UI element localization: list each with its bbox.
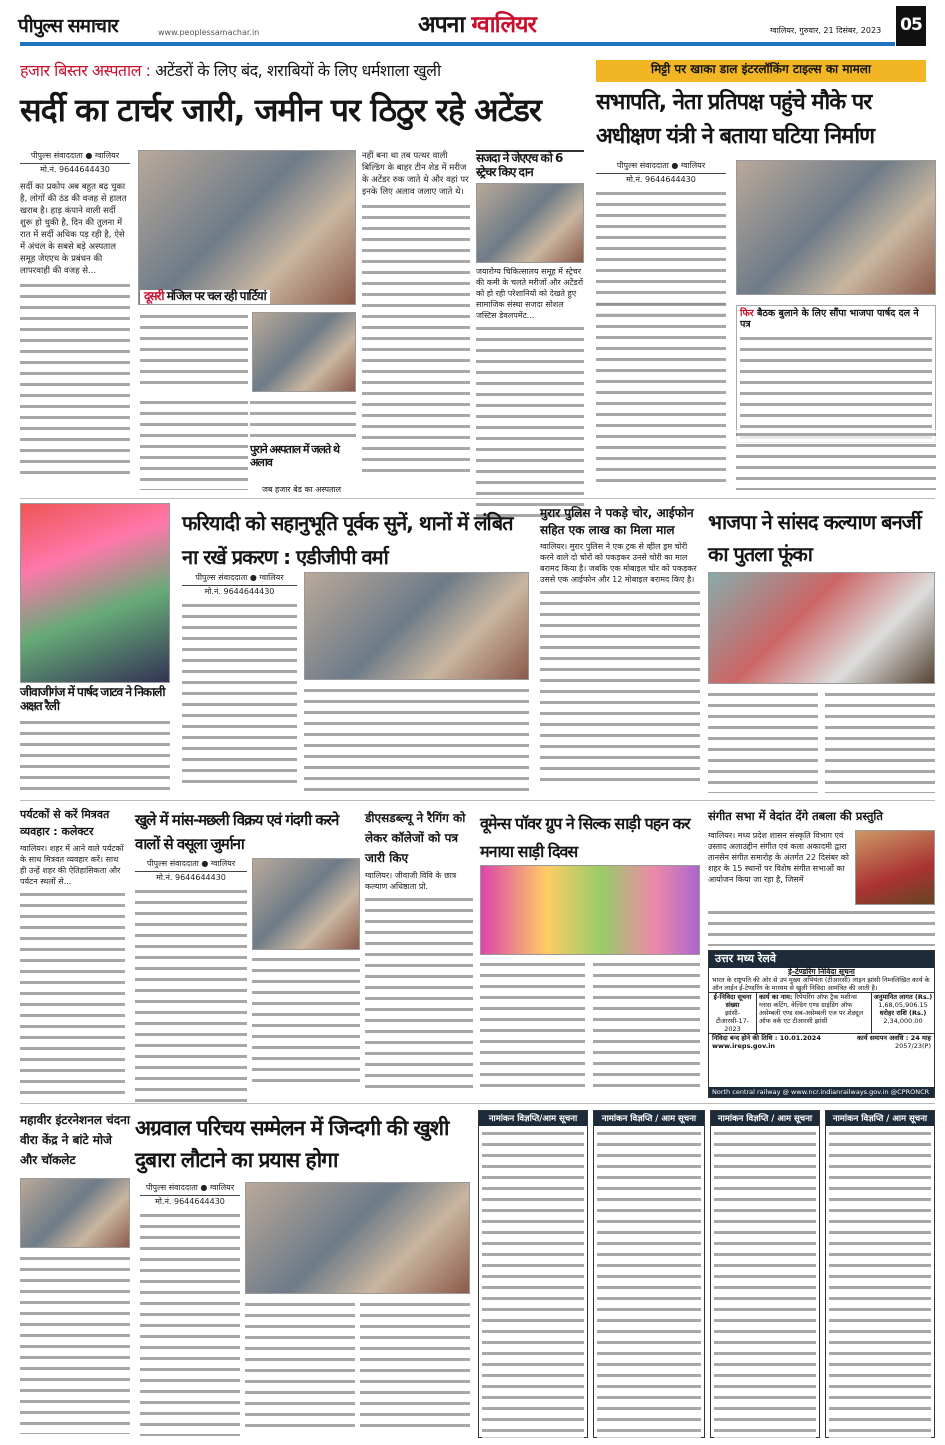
dsw-story: [365, 808, 473, 1090]
emd-head: धरोहर राशि (Rs.): [879, 1008, 927, 1017]
body-text: [708, 690, 818, 793]
tender-table: [709, 992, 934, 1034]
story1-headline: सर्दी का टार्चर जारी, जमीन पर ठिठुर रहे अटेंडर: [20, 91, 541, 129]
notice-title: नामांकन विज्ञप्ति / आम सूचना: [826, 1111, 934, 1126]
story2-photo: [736, 160, 936, 295]
body-text: [20, 890, 125, 1095]
body-text: [597, 1129, 701, 1439]
body-text: [252, 955, 360, 1090]
col2-head: कार्य का नाम:: [759, 992, 793, 1001]
music-headline: संगीत सभा में वेदांत देंगे तबला की प्रस्तुति: [708, 809, 883, 823]
caption-red: दूसरी: [144, 289, 164, 303]
rally-photo: [20, 503, 170, 683]
mobile: मो.नं. 9644644430: [204, 587, 275, 596]
story1-col3: [362, 150, 470, 472]
emd: 2,34,000.00: [883, 1016, 923, 1025]
body-text: [482, 1129, 584, 1439]
box-lead: [740, 309, 932, 331]
tourist-story: [20, 806, 125, 1095]
murar-lead: ग्वालियर। मुरार पुलिस ने एक ट्रक से व्हील ड्रम चोरी करने वाले दो चोरों को पकड़कर उनसे चोरी का माल बरामद किया है। जबकि एक मोबाइल चोर को पकड़कर उससे एक आईफोन और 12 मोबाइल बरामद किए है।: [540, 542, 697, 584]
adgp-headline: फरियादी को सहानुभूति पूर्वक सुनें, थानों में लंबित ना रखें प्रकरण : एडीजीपी वर्मा: [182, 511, 513, 569]
body-text: [182, 601, 297, 786]
murar-story: [540, 505, 700, 788]
saree-headline: वूमेन्स पॉवर ग्रुप ने सिल्क साड़ी पहन कर मनाया साड़ी दिवस: [480, 814, 690, 861]
section-a: अपना: [418, 12, 465, 38]
byline: पीपुल्स संवाददाता ● ग्वालियर: [20, 150, 130, 164]
body-text: [20, 718, 170, 793]
byline: पीपुल्स संवाददाता ● ग्वालियर: [596, 160, 726, 174]
agrawal-photo: [245, 1182, 470, 1294]
sidebar-headline: सजदा ने जेएएच को 6 स्ट्रेचर किए दान: [476, 151, 563, 179]
tender-website-line: [709, 1042, 934, 1050]
body-text: [593, 960, 700, 1092]
mobile: मो.नं. 9644644430: [626, 175, 696, 184]
blue-rule: [20, 42, 895, 46]
tender-col3: [872, 993, 934, 1033]
meeting-photo: [304, 572, 529, 680]
body-text: [250, 398, 356, 440]
byline: पीपुल्स संवाददाता ● ग्वालियर: [135, 858, 247, 872]
body-text: [362, 202, 470, 472]
tender-ad: [708, 950, 935, 1098]
divider: [20, 800, 935, 801]
caption-text: मंजिल पर चल रही पार्टियां: [166, 289, 266, 303]
page-number: 05: [896, 6, 926, 46]
body-text: [20, 281, 130, 481]
masthead: [10, 10, 935, 46]
body-text: [740, 334, 932, 439]
fine-photo: [252, 858, 360, 950]
tender-col1: [709, 993, 757, 1033]
mahavir-headline: महावीर इंटरनेशनल चंदना वीरा केंद्र ने बांटे मोजे और चॉकलेट: [20, 1113, 130, 1167]
col1-val: झांसी-टीआरसी-17-2023: [715, 1008, 750, 1033]
body-text: [20, 1254, 130, 1434]
mahavir-photo: [20, 1178, 130, 1248]
col3-lead: नहीं बना था तब पत्थर वाली बिल्डिंग के बाहर टीन शेड में मरीज के अटेंडर रुक जाते थे और वहां पर इनके लिए अलाव जलाए जाते थे।: [362, 151, 469, 197]
dsw-headline: डीएसडब्ल्यू ने रैगिंग को लेकर कॉलेजों को पत्र जारी किए: [365, 811, 466, 865]
body-text: [825, 690, 935, 793]
byline: पीपुल्स संवाददाता ● ग्वालियर: [182, 572, 297, 586]
bjp-headline: भाजपा ने सांसद कल्याण बनर्जी का पुतला फूंका: [708, 510, 921, 566]
notice-3: [710, 1110, 820, 1438]
tender-website[interactable]: www.ireps.gov.in: [712, 1041, 776, 1050]
notice-title: नामांकन विज्ञप्ति / आम सूचना: [711, 1111, 819, 1126]
tabla-photo: [855, 830, 935, 905]
story2-box: [736, 305, 936, 443]
story1-col1: [20, 150, 130, 481]
box-lead-text: बैठक बुलाने के लिए सौंपा भाजपा पार्षद दल ने पत्र: [740, 308, 919, 330]
body-text: [714, 1129, 816, 1439]
box-lead-red: फिर: [740, 308, 754, 319]
website: www.peoplessamachar.in: [158, 28, 260, 37]
body-text: [596, 189, 726, 314]
body-text: [476, 324, 584, 519]
tender-title: ई-टेण्डरिंग निविदा सूचना: [788, 966, 855, 976]
divider: [20, 1103, 935, 1104]
notice-2: [593, 1110, 705, 1438]
dsw-lead: ग्वालियर। जीवाजी विवि के छात्र कल्याण अधिष्ठाता प्रो.: [365, 871, 457, 891]
story1-lead: सर्दी का प्रकोप अब बहुत बढ़ चुका है, लोगों की ठंड की वजह से हालत खराब है। हाड़ कंपाने वाली सर्दी शुरू हो चुकी है, दिन की तुलना में रात में सर्दी अधिक पड़ रही है, ऐसे में अंचल के सबसे बड़े अस्पताल समूह जेएएच के प्रबंधन की लापरवाही की वजह से...: [20, 182, 127, 276]
body-text: [365, 895, 473, 1090]
col1-head: ई-निविदा सूचना संख्या: [713, 992, 752, 1009]
body-text: [829, 1129, 931, 1439]
tender-org: उत्तर मध्य रेलवे: [709, 951, 934, 968]
cost: 1,68,05,906.15: [878, 1000, 928, 1009]
story2-headline: सभापति, नेता प्रतिपक्ष पहुंचे मौके पर अधीक्षण यंत्री ने बताया घटिया निर्माण: [596, 90, 874, 149]
agrawal-headline: अग्रवाल परिचय सम्मेलन में जिन्दगी की खुशी दुबारा लौटाने का प्रयास होगा: [135, 1116, 449, 1172]
meat-col1: [135, 858, 247, 1109]
kicker-red: हजार बिस्तर अस्पताल :: [20, 61, 151, 80]
subhead-old-hospital: पुराने अस्पताल में जलते थे अलाव: [250, 443, 340, 469]
notice-title: नामांकन विज्ञप्ति / आम सूचना: [594, 1111, 704, 1126]
rubbish-photo: [252, 312, 356, 392]
photo-caption: [140, 290, 270, 304]
tender-col2: [757, 993, 872, 1033]
body-text: [360, 1300, 470, 1435]
body-text: [140, 398, 248, 490]
tourist-lead: ग्वालियर। शहर में आने वाले पर्यटकों के साथ मित्रवत व्यवहार करें। साथ ही उन्हें शहर की ऐतिहासिकता और पर्यटन स्थलों से...: [20, 844, 124, 886]
notice-1: [478, 1110, 588, 1438]
notice-4: [825, 1110, 935, 1438]
body-text: [304, 686, 529, 792]
notice-title: नामांकन विज्ञप्ति/आम सूचना: [479, 1111, 587, 1126]
period: कार्य समापन अवधि : 24 माह: [857, 1033, 931, 1042]
body-text: [540, 588, 700, 788]
story1-photo: [138, 150, 356, 305]
effigy-photo: [708, 572, 935, 684]
mobile: मो.नं. 9644644430: [155, 1197, 225, 1206]
mobile: मो.नं. 9644644430: [156, 873, 226, 882]
tender-ref: 2057/23(P): [895, 1041, 931, 1050]
body-text: [140, 312, 248, 392]
cost-head: अनुमानित लागत (Rs.): [873, 992, 933, 1001]
sidebar-lead: जयारोग्य चिकित्सालय समूह में स्ट्रेचर की कमी के चलते मरीजों और अटेंडरों को हो रही परेशानियों को देखते हुए सामाजिक संस्था सजदा सोशल जस्टिस डेवलपमेंट...: [476, 266, 584, 320]
body-text: [480, 960, 585, 1092]
body-text: [736, 430, 936, 490]
body-text: [708, 908, 935, 946]
donation-photo: [476, 183, 584, 263]
tender-footer: North central railway @ www.ncr.indianrailways.gov.in @CPRONCR: [709, 1087, 934, 1097]
divider: [20, 498, 935, 499]
story2-col1: [596, 160, 726, 314]
murar-headline: मुरार पुलिस ने पकड़े चोर, आईफोन सहित एक लाख का मिला माल: [540, 506, 694, 537]
body-text: [596, 300, 726, 490]
byline: पीपुल्स संवाददाता ● ग्वालियर: [140, 1182, 240, 1196]
story2-kicker: मिट्टी पर खाका डाल इंटरलॉकिंग टाइल्स का मामला: [596, 60, 926, 82]
body-text: [135, 887, 247, 1109]
section-b: ग्वालियर: [471, 12, 536, 38]
tender-intro: भारत के राष्ट्रपति की ओर से उप मुख्य अभियंता (टीआरसी) लाइन झांसी निम्नलिखित कार्य के ऑन लाईन ई-टेण्डरिंग के माध्यम से खुली निविदा आमंत्रित की जाती है।: [712, 975, 930, 992]
adgp-col1: [182, 572, 297, 786]
story1-kicker: [20, 62, 441, 80]
kicker-text: अटेंडरों के लिए बंद, शराबियों के लिए धर्मशाला खुली: [155, 61, 441, 80]
agrawal-col1: [140, 1182, 240, 1436]
subhead-bed: जब हजार बेड का अस्पताल: [262, 485, 342, 494]
body-text: [140, 1211, 240, 1436]
col2-val: रिपेयरिंग ऑफ ट्रैक मशीन्स ग्लास कटिंग, वेल्डिंग एण्ड ग्राइंडिंग ऑफ असेम्बली एण्ड सब-असेम्बली एज पर शेड्यूल ऑफ वर्क एट टीआरसी झांसी: [759, 992, 864, 1025]
mobile: मो.नं. 9644644430: [40, 165, 110, 174]
music-lead: ग्वालियर। मध्य प्रदेश शासन संस्कृति विभाग एवं उस्ताद अलाउद्दीन संगीत एवं कला अकादमी द्वारा तानसेन संगीत समारोह के अंतर्गत 22 दिसंबर को शहर के 15 स्थानों पर विशेष संगीत सभाओं का आयोजन किया जा रहा है, जिसमें: [708, 831, 849, 884]
saree-photo: [480, 865, 700, 955]
paper-logo: पीपुल्स समाचार: [18, 15, 118, 37]
rally-caption: जीवाजीगंज में पार्षद जाटव ने निकाली अक्षत रैली: [20, 685, 165, 713]
section-title: [418, 12, 536, 38]
close-date: निविदा बन्द होने की तिथि : 10.01.2024: [712, 1033, 821, 1042]
tourist-headline: पर्यटकों से करें मित्रवत व्यवहार : कलेक्टर: [20, 808, 110, 838]
body-text: [245, 1300, 355, 1435]
dateline: ग्वालियर, गुरुवार, 21 दिसंबर, 2023: [770, 26, 882, 35]
meat-headline: खुले में मांस-मछली विक्रय एवं गंदगी करने वालों से वसूला जुर्माना: [135, 811, 339, 853]
sidebar-stretcher: [476, 150, 584, 519]
tender-dates: [709, 1034, 934, 1042]
